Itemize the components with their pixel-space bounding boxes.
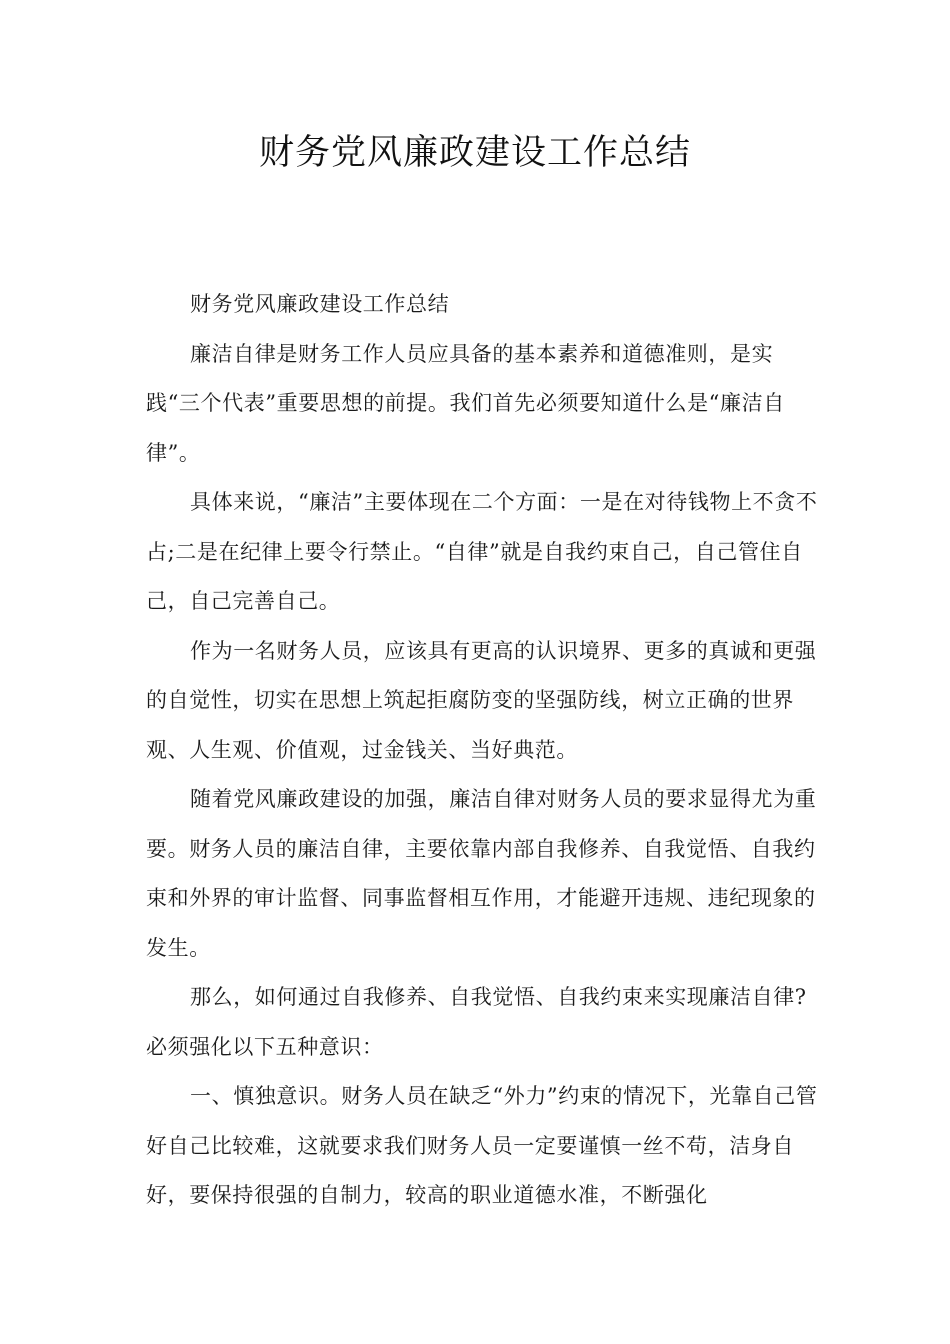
paragraph-importance: 随着党风廉政建设的加强，廉洁自律对财务人员的要求显得尤为重要。财务人员的廉洁自律，主要依靠内部自我修养、自我觉悟、自我约束和外界的审计监督、同事监督相互作用，才能避开违规、违纪现象的发生。 bbox=[146, 787, 817, 960]
document-title: 财务党风廉政建设工作总结 bbox=[258, 133, 691, 173]
paragraph-definition: 廉洁自律是财务工作人员应具备的基本素养和道德准则，是实践“三个代表”重要思想的前提。我们首先必须要知道什么是“廉洁自律”。 bbox=[146, 341, 785, 465]
paragraph-item-one: 一、慎独意识。财务人员在缺乏“外力”约束的情况下，光靠自己管好自己比较难，这就要求我们财务人员一定要谨慎一丝不苟，洁身自好，要保持很强的自制力，较高的职业道德水准，不断强化 bbox=[146, 1084, 818, 1207]
paragraph-question: 那么，如何通过自我修养、自我觉悟、自我约束来实现廉洁自律?必须强化以下五种意识： bbox=[146, 985, 807, 1059]
document-body bbox=[146, 280, 826, 1221]
paragraph-role: 作为一名财务人员，应该具有更高的认识境界、更多的真诚和更强的自觉性，切实在思想上筑起拒腐防变的坚强防线，树立正确的世界观、人生观、价值观，过金钱关、当好典范。 bbox=[146, 638, 817, 762]
paragraph-subtitle: 财务党风廉政建设工作总结 bbox=[190, 292, 450, 316]
paragraph-specifics: 具体来说，“廉洁”主要体现在二个方面：一是在对待钱物上不贪不占;二是在纪律上要令行禁止。“自律”就是自我约束自己，自己管住自己，自己完善自己。 bbox=[146, 490, 818, 613]
